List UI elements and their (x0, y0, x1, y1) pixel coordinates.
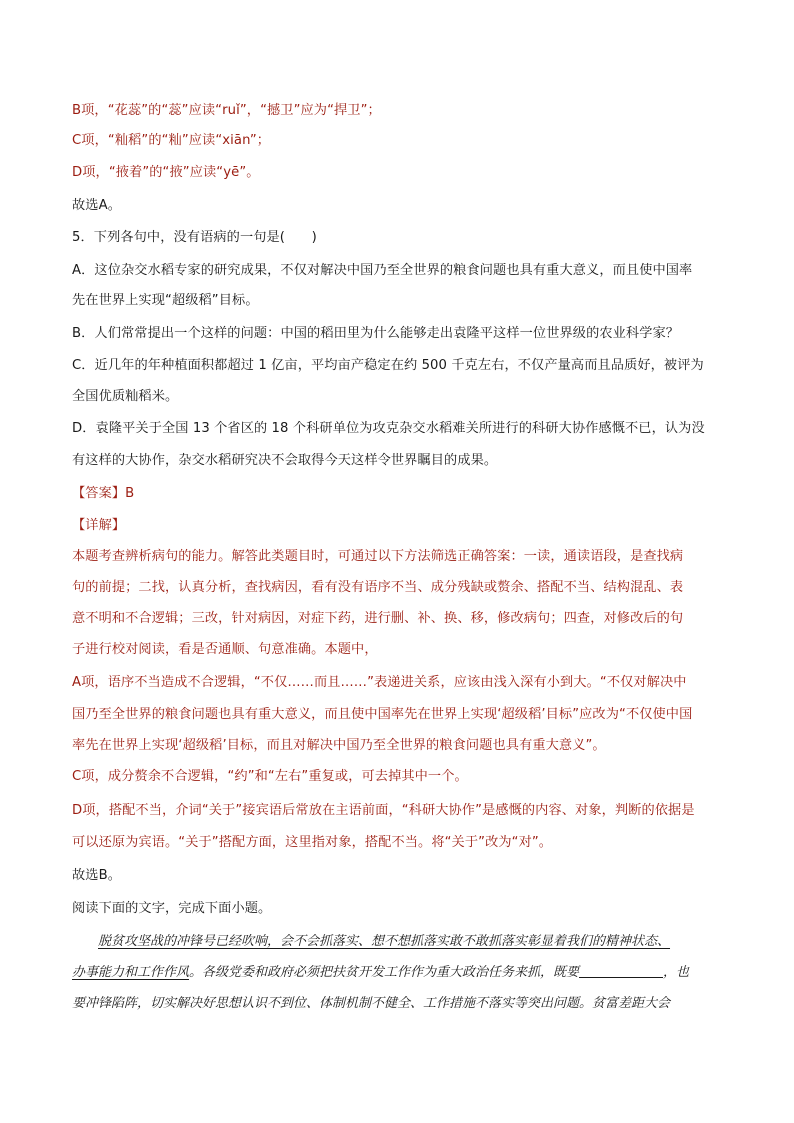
passage-text: ，也 (663, 965, 690, 980)
reading-passage-line (72, 994, 734, 1014)
detail-option-a: A项，语序不当造成不合逻辑，“不仅……而且……”表递进关系，应该由浅入深有小到大。“不仅对解决中 (72, 675, 687, 690)
underlined-text: 办事能力和工作作风 (72, 965, 190, 980)
reading-passage-line (72, 932, 734, 952)
question-5-option-c-cont: 全国优质籼稻米。 (72, 389, 179, 404)
question-5-option-d-cont: 有这样的大协作，杂交水稻研究决不会取得今天这样令世界瞩目的成果。 (72, 453, 498, 468)
reading-instruction: 阅读下面的文字，完成下面小题。 (72, 901, 272, 916)
detail-option-d-cont: 可以还原为宾语。“关于”搭配方面，这里指对象，搭配不当。将“关于”改为“对”。 (72, 835, 553, 850)
explanation-choice: 故选A。 (72, 198, 121, 213)
answer-label: 【答案】B (72, 486, 135, 501)
question-5-option-b: B．人们常常提出一个这样的问题：中国的稻田里为什么能够走出袁隆平这样一位世界级的农业科学家？ (72, 326, 680, 341)
passage-text: 要冲锋陷阵，切实解决好思想认识不到位、体制机制不健全、工作措施不落实等突出问题。贫富差距大会 (72, 996, 671, 1011)
detail-option-a-cont: 率先在世界上实现‘超级稻’目标，而且对解决中国乃至全世界的粮食问题也具有重大意义”。 (72, 738, 606, 753)
detail-label: 【详解】 (72, 518, 126, 533)
detail-paragraph-cont: 子进行校对阅读，看是否通顺、句意准确。本题中， (72, 642, 378, 657)
detail-paragraph-cont: 句的前提；二找，认真分析，查找病因，看有没有语序不当、成分残缺或赘余、搭配不当、结构混乱、表 (72, 580, 684, 595)
fill-in-blank[interactable] (579, 963, 663, 978)
detail-choice: 故选B。 (72, 868, 122, 883)
detail-option-d: D项，搭配不当，介词“关于”接宾语后常放在主语前面，“科研大协作”是感慨的内容、对象，判断的依据是 (72, 803, 695, 818)
detail-paragraph: 本题考查辨析病句的能力。解答此类题目时，可通过以下方法筛选正确答案：一读，通读语段，是查找病 (72, 549, 684, 564)
question-5-option-a-cont: 先在世界上实现“超级稻”目标。 (72, 293, 259, 308)
detail-paragraph-cont: 意不明和不合逻辑；三改，针对病因，对症下药，进行删、补、换、移，修改病句；四查，对修改后的句 (72, 611, 684, 626)
question-5-option-c: C．近几年的年种植面积都超过 1 亿亩，平均亩产稳定在约 500 千克左右，不仅产量高而且品质好，被评为 (72, 358, 704, 373)
underlined-text: 脱贫攻坚战的冲锋号已经吹响，会不会抓落实、想不想抓落实敢不敢抓落实彰显着我们的精神状态、 (98, 934, 671, 949)
explanation-option-b: B项，“花蕊”的“蕊”应读“ruǐ”，“撼卫”应为“捍卫”； (72, 103, 381, 118)
passage-text: 。各级党委和政府必须把扶贫开发工作作为重大政治任务来抓，既要 (189, 965, 580, 980)
reading-passage-line (72, 963, 734, 983)
question-5-option-d: D．袁隆平关于全国 13 个省区的 18 个科研单位为攻克杂交水稻难关所进行的科研大协作感慨不已，认为没 (72, 421, 705, 436)
question-5-option-a: A．这位杂交水稻专家的研究成果，不仅对解决中国乃至全世界的粮食问题也具有重大意义，而且使中国率 (72, 263, 693, 278)
detail-option-c: C项，成分赘余不合逻辑，“约”和“左右”重复或，可去掉其中一个。 (72, 769, 468, 784)
detail-option-a-cont: 国乃至全世界的粮食问题也具有重大意义，而且使中国率先在世界上实现‘超级稻’目标”应改为“不仅使中国 (72, 707, 693, 722)
explanation-option-c: C项，“籼稻”的“籼”应读“xiān”； (72, 133, 271, 148)
explanation-option-d: D项，“掖着”的“掖”应读“yē”。 (72, 165, 260, 180)
question-5-stem: 5．下列各句中，没有语病的一句是( ) (72, 230, 317, 245)
